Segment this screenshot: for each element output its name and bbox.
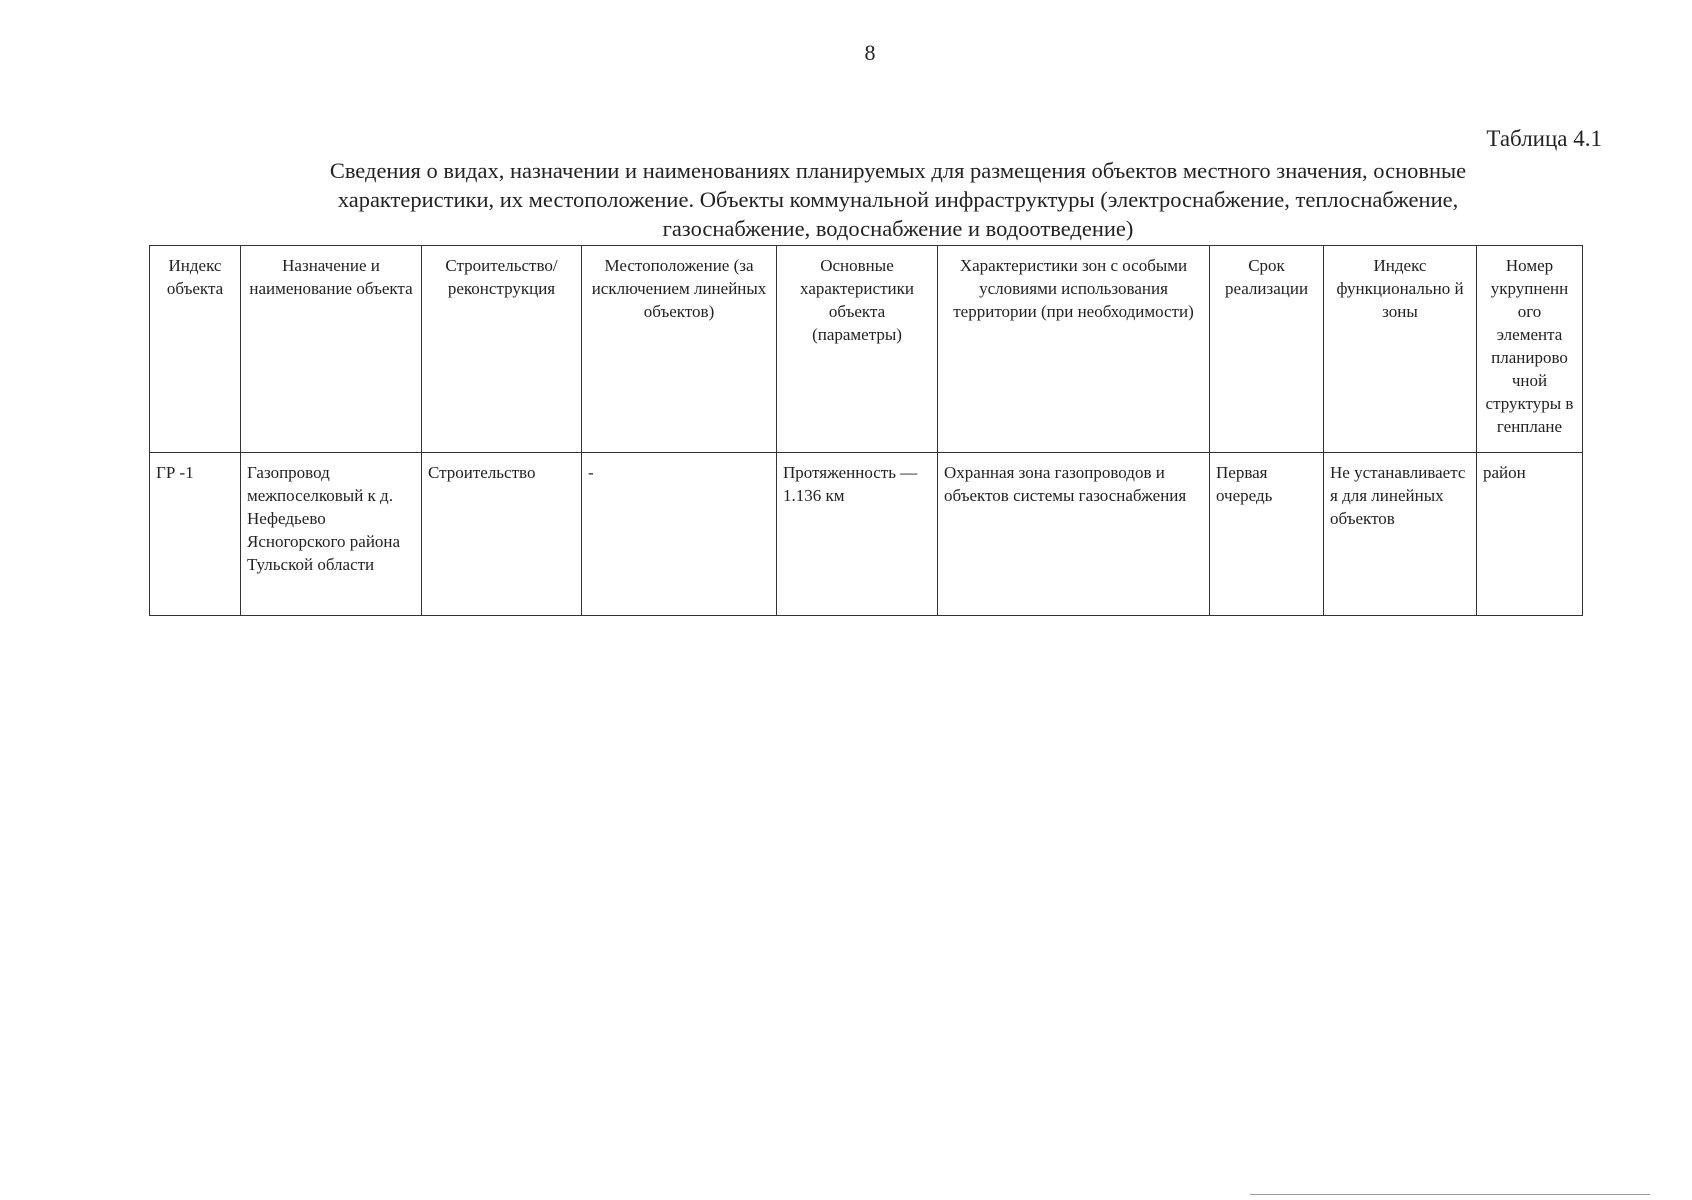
header-location: Местоположение (за исключением линейных объектов) bbox=[582, 246, 777, 453]
cell-planning-element-number: район bbox=[1477, 453, 1583, 616]
cell-special-zones: Охранная зона газопроводов и объектов системы газоснабжения bbox=[938, 453, 1210, 616]
cell-object-purpose: Газопровод межпоселковый к д. Нефедьево Ясногорского района Тульской области bbox=[241, 453, 422, 616]
table-header-row bbox=[150, 246, 1583, 453]
table-row bbox=[150, 453, 1583, 616]
objects-table bbox=[149, 245, 1583, 616]
header-implementation-period: Срок реализации bbox=[1210, 246, 1324, 453]
header-special-zones: Характеристики зон с особыми условиями использования территории (при необходимости) bbox=[938, 246, 1210, 453]
document-title bbox=[218, 156, 1578, 243]
table-label: Таблица 4.1 bbox=[1486, 126, 1602, 151]
cell-construction-type: Строительство bbox=[422, 453, 582, 616]
page-number: 8 bbox=[864, 40, 876, 65]
cell-object-index: ГР -1 bbox=[150, 453, 241, 616]
header-functional-zone-index: Индекс функционально й зоны bbox=[1324, 246, 1477, 453]
header-planning-element-number: Номер укрупненн ого элемента планирово чной структуры в генплане bbox=[1477, 246, 1583, 453]
footer-divider bbox=[1250, 1194, 1650, 1195]
cell-location: - bbox=[582, 453, 777, 616]
header-construction-type: Строительство/ реконструкция bbox=[422, 246, 582, 453]
header-object-purpose: Назначение и наименование объекта bbox=[241, 246, 422, 453]
document-title-line-2: характеристики, их местоположение. Объекты коммунальной инфраструктуры (электроснабжение, теплоснабжение, bbox=[337, 187, 1459, 212]
header-object-index: Индекс объекта bbox=[150, 246, 241, 453]
cell-functional-zone-index: Не устанавливаетс я для линейных объектов bbox=[1324, 453, 1477, 616]
document-title-line-1: Сведения о видах, назначении и наименованиях планируемых для размещения объектов местного значения, основные bbox=[329, 158, 1467, 183]
cell-main-characteristics: Протяженность — 1.136 км bbox=[777, 453, 938, 616]
cell-implementation-period: Первая очередь bbox=[1210, 453, 1324, 616]
header-main-characteristics: Основные характеристики объекта (параметры) bbox=[777, 246, 938, 453]
document-title-line-3: газоснабжение, водоснабжение и водоотведение) bbox=[662, 216, 1134, 241]
